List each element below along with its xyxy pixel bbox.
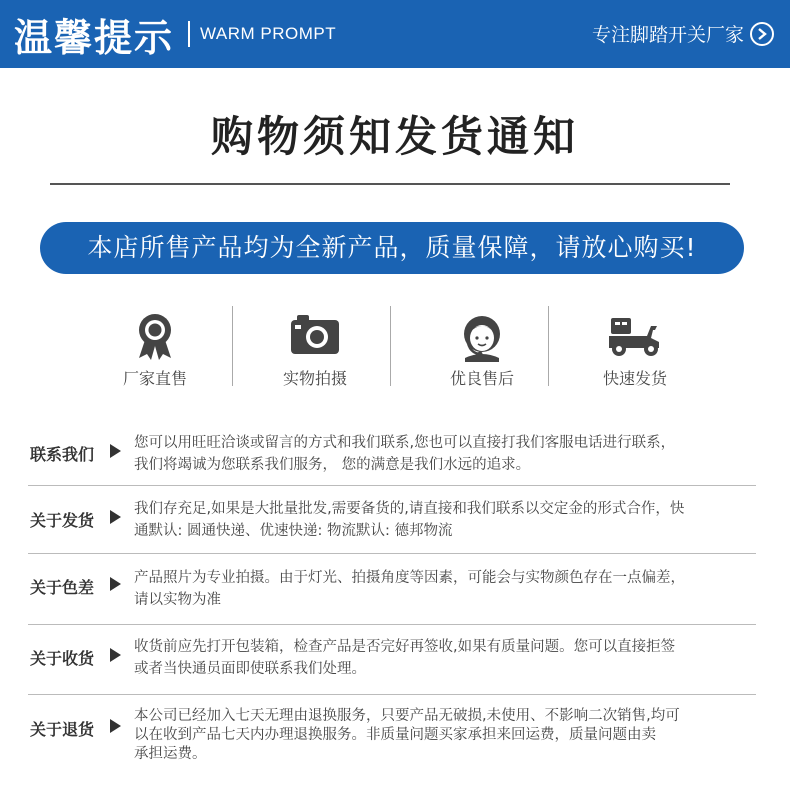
row-divider (28, 553, 756, 554)
info-label: 关于色差 (30, 578, 95, 597)
info-label: 关于收货 (30, 649, 95, 668)
customer-service-icon (459, 312, 505, 362)
info-line: 承担运费。 (134, 746, 207, 762)
info-color-difference (30, 567, 758, 617)
info-label: 联系我们 (30, 445, 95, 464)
feature-strip (75, 300, 715, 390)
info-line: 以在收到产品七天内办理退换服务。非质量问题买家承担来回运费，质量问题由卖 (134, 727, 656, 743)
info-line: 您可以用旺旺洽谈或留言的方式和我们联系,您也可以直接打我们客服电话进行联系， (134, 435, 676, 451)
info-text (134, 498, 758, 542)
divider (390, 306, 391, 386)
feature-fast-delivery (555, 300, 715, 390)
info-line: 或者当快通员面即使联系我们处理。 (134, 661, 366, 677)
header-right-text: 专注脚踏开关厂家 (591, 24, 744, 46)
row-divider (28, 624, 756, 625)
header-title: 温馨提示 (14, 15, 175, 60)
info-contact (30, 432, 758, 482)
info-line: 我们存充足,如果是大批量批发,需要备货的,请直接和我们联系以交定金的形式合作，快 (134, 501, 685, 517)
award-ribbon-icon (135, 312, 175, 362)
feature-label: 优良售后 (449, 369, 514, 388)
delivery-scooter-icon (607, 312, 663, 358)
info-line: 收货前应先打开包装箱，检查产品是否完好再签收,如果有质量问题。您可以直接拒签 (134, 639, 676, 655)
info-text (134, 707, 758, 764)
triangle-right-icon (110, 510, 121, 524)
header-divider (188, 21, 190, 47)
info-text (134, 567, 758, 611)
info-line: 我们将竭诚为您联系我们服务， 您的满意是我们水远的追求。 (134, 457, 531, 473)
info-line: 请以实物为准 (134, 592, 221, 608)
triangle-right-icon (110, 444, 121, 458)
info-receiving (30, 636, 758, 686)
triangle-right-icon (110, 648, 121, 662)
divider (232, 306, 233, 386)
info-label: 关于退货 (30, 720, 95, 739)
feature-label: 实物拍摄 (282, 369, 347, 388)
row-divider (28, 694, 756, 695)
info-shipping (30, 498, 758, 548)
row-divider (28, 485, 756, 486)
info-line: 通默认: 圆通快递、优速快递: 物流默认: 德邦物流 (134, 523, 453, 539)
triangle-right-icon (110, 577, 121, 591)
triangle-right-icon (110, 719, 121, 733)
info-text (134, 432, 758, 476)
divider (548, 306, 549, 386)
header-subtitle: WARM PROMPT (200, 24, 337, 43)
page-title: 购物须知发货通知 (210, 112, 579, 161)
title-underline (50, 183, 730, 185)
info-line: 本公司已经加入七天无理由退换服务，只要产品无破损,未使用、不影响二次销售,均可 (134, 708, 680, 724)
feature-real-photo (235, 300, 395, 390)
header-bar (0, 0, 790, 68)
chevron-right-icon (750, 22, 774, 46)
info-returns (30, 707, 758, 777)
info-line: 产品照片为专业拍摄。由于灯光、拍摄角度等因素，可能会与实物颜色存在一点偏差， (134, 570, 685, 586)
header-right-link[interactable] (592, 20, 774, 47)
feature-label: 快速发货 (602, 369, 667, 388)
feature-after-sales (402, 300, 562, 390)
feature-factory-direct (75, 300, 235, 390)
camera-icon (289, 312, 341, 356)
feature-label: 厂家直售 (122, 369, 187, 388)
quality-banner: 本店所售产品均为全新产品，质量保障，请放心购买! (40, 222, 744, 274)
info-label: 关于发货 (30, 511, 95, 530)
info-text (134, 636, 758, 680)
